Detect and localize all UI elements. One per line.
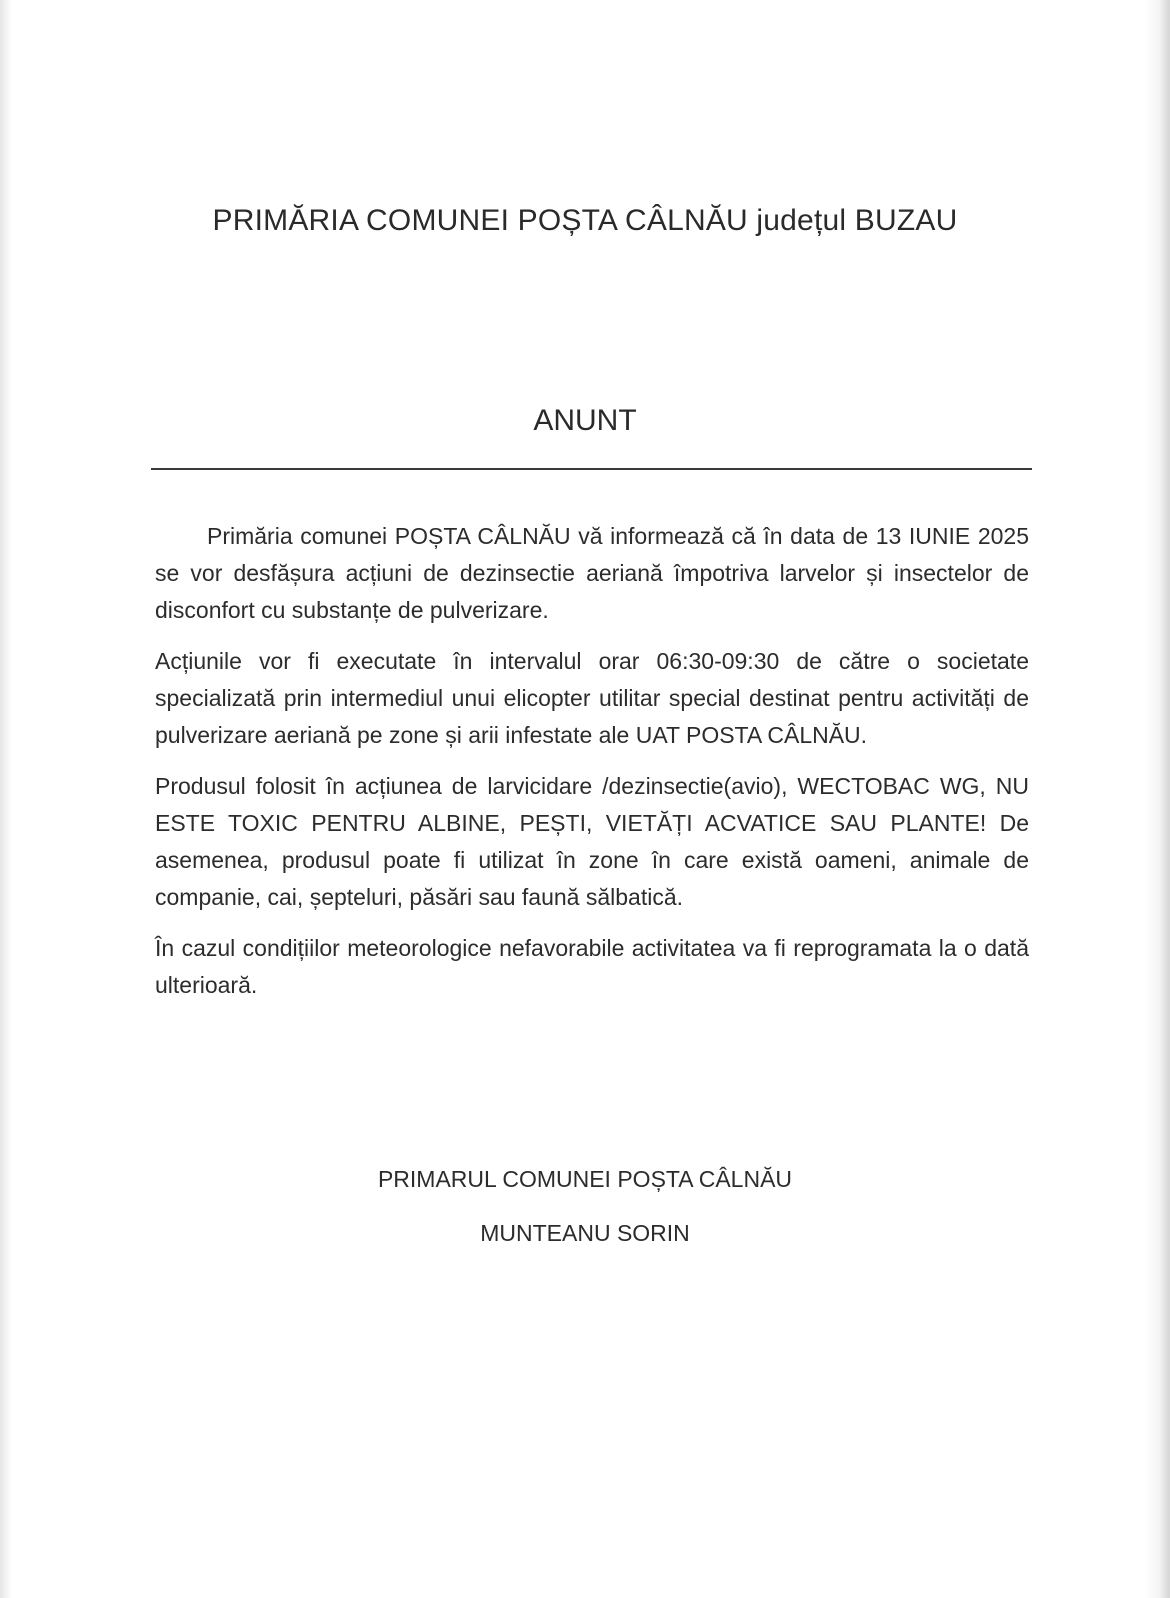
notice-body (155, 518, 1029, 1018)
signature-block (0, 1160, 1170, 1252)
paragraph-weather-note: În cazul condițiilor meteorologice nefavorabile activitatea va fi reprogramata la o dată ulterioară. (155, 935, 1029, 998)
issuer-header: PRIMĂRIA COMUNEI POȘTA CÂLNĂU județul BUZAU (212, 204, 958, 237)
notice-title: ANUNT (533, 404, 637, 437)
title-divider (151, 468, 1032, 470)
paragraph-schedule: Acțiunile vor fi executate în intervalul orar 06:30-09:30 de către o societate specializată prin intermediul unui elicopter utilitar special destinat pentru activități de pulverizare aeriană pe zone și arii infestate ale UAT POSTA CÂLNĂU. (155, 648, 1029, 748)
page-edge-shadow-right (1144, 0, 1170, 1598)
paragraph-announcement: Primăria comunei POȘTA CÂLNĂU vă informează că în data de 13 IUNIE 2025 se vor desfășura acțiuni de dezinsectie aeriană împotriva larvelor și insectelor de disconfort cu substanțe de pulverizare. (155, 523, 1029, 623)
signatory-role: PRIMARUL COMUNEI POȘTA CÂLNĂU (377, 1166, 793, 1192)
paragraph-product-info: Produsul folosit în acțiunea de larvicidare /dezinsectie(avio), WECTOBAC WG, NU ESTE TOXIC PENTRU ALBINE, PEȘTI, VIETĂȚI ACVATICE SAU PLANTE! De asemenea, produsul poate fi utilizat în zone în care există oameni, animale de companie, cai, șepteluri, păsări sau faună sălbatică. (155, 773, 1029, 910)
page-edge-shadow-left (0, 0, 12, 1598)
signatory-name: MUNTEANU SORIN (480, 1220, 690, 1246)
